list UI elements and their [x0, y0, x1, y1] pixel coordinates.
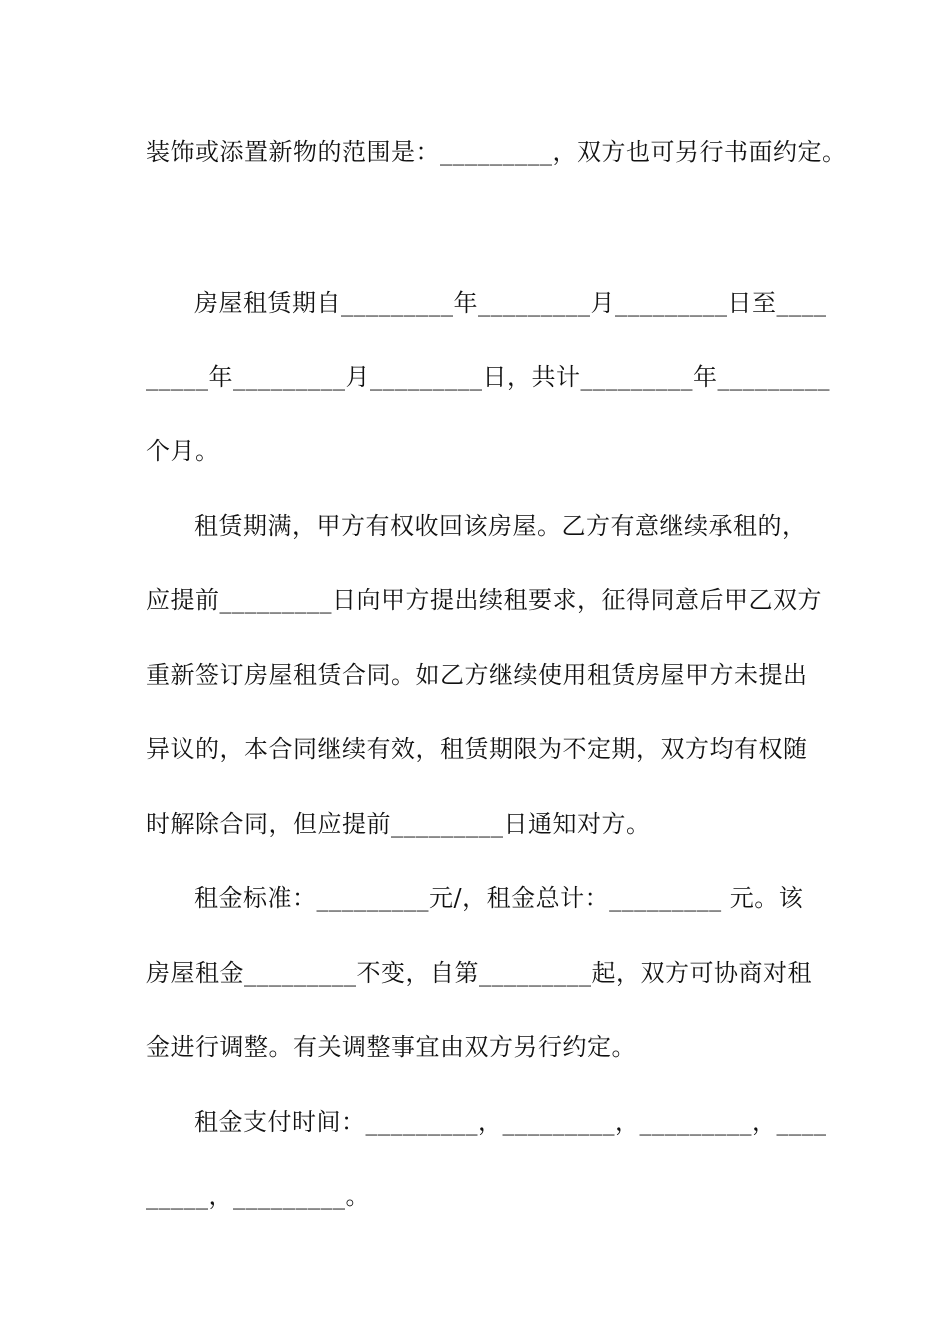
text-line: 房屋租金_________不变，自第_________起，双方可协商对租: [146, 959, 812, 987]
text-line: 金进行调整。有关调整事宜由双方另行约定。: [146, 1033, 636, 1061]
text-line: _____年_________月_________日，共计_________年_________: [146, 363, 830, 391]
text-line: 异议的，本合同继续有效，租赁期限为不定期，双方均有权随: [146, 735, 808, 763]
text-line: 租金支付时间：_________，_________，_________，____: [194, 1108, 827, 1136]
text-line: 重新签订房屋租赁合同。如乙方继续使用租赁房屋甲方未提出: [146, 661, 808, 689]
text-line: 应提前_________日向甲方提出续租要求，征得同意后甲乙双方: [146, 586, 822, 614]
text-line: _____，_________。: [146, 1182, 370, 1210]
text-line: 装饰或添置新物的范围是：_________，双方也可另行书面约定。: [146, 138, 847, 166]
text-line: 个月。: [146, 437, 220, 465]
text-line: 房屋租赁期自_________年_________月_________日至____: [194, 289, 827, 317]
text-line: 时解除合同，但应提前_________日通知对方。: [146, 810, 651, 838]
text-line: 租赁期满，甲方有权收回该房屋。乙方有意继续承租的，: [194, 512, 807, 540]
text-line: 租金标准：_________元/，租金总计：_________ 元。该: [194, 884, 804, 912]
